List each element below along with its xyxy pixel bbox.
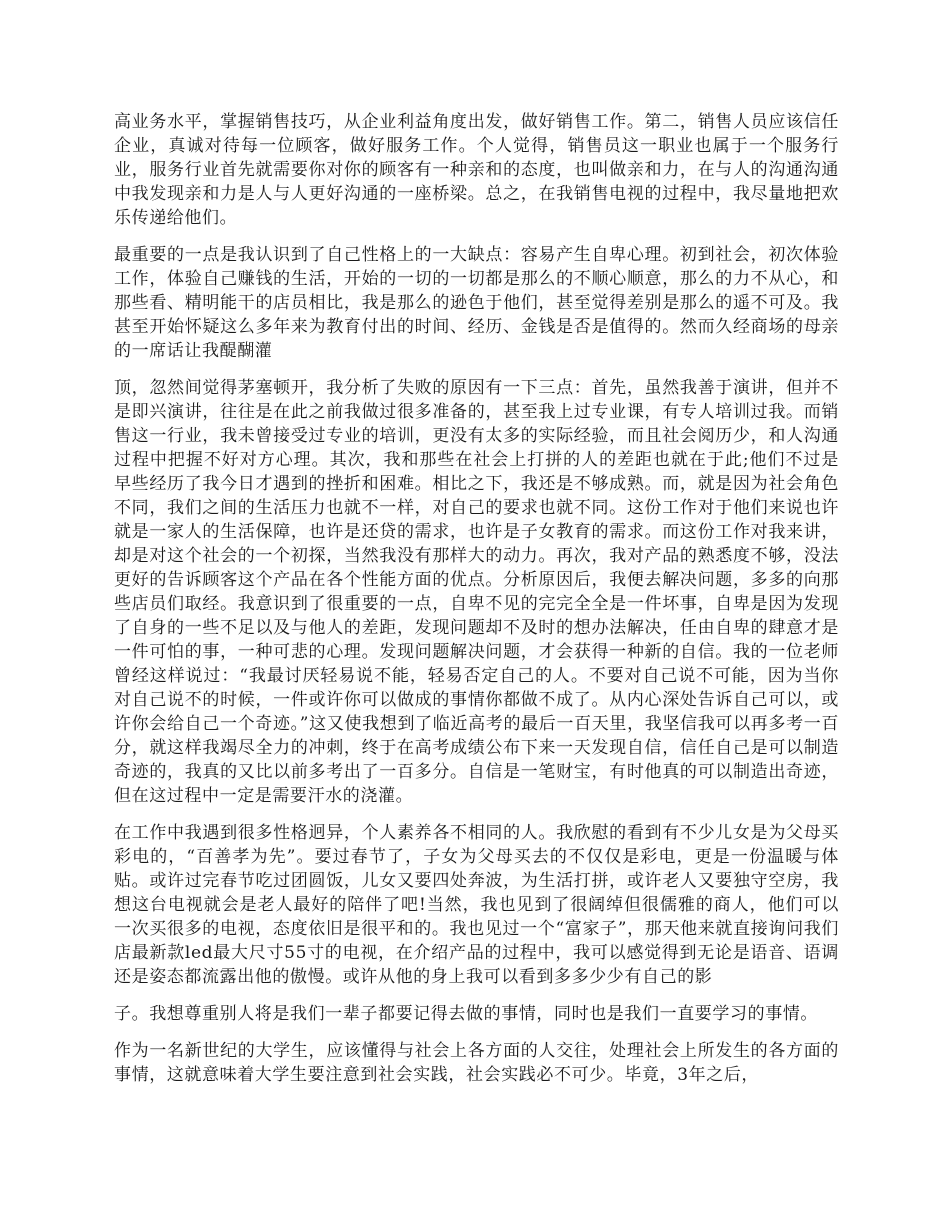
paragraph-5: 子。我想尊重别人将是我们一辈子都要记得去做的事情，同时也是我们一直要学习的事情。 [114, 1004, 818, 1024]
paragraph-6: 作为一名新世纪的大学生，应该懂得与社会上各方面的人交往，处理社会上所发生的各方面的事情，这就意味着大学生要注意到社会实践，社会实践必不可少。毕竟，3年之后， [114, 1041, 839, 1085]
document-body [114, 110, 839, 1100]
paragraph-4: 在工作中我遇到很多性格迥异，个人素养各不相同的人。我欣慰的看到有不少儿女是为父母买彩电的，“百善孝为先”。要过春节了，子女为父母买去的不仅仅是彩电，更是一份温暖与体贴。或许过完春节吃过团圆饭，儿女又要四处奔波，为生活打拼，或许老人又要独守空房，我想这台电视就会是老人最好的陪伴了吧!当然，我也见到了很阔绰但很儒雅的商人，他们可以一次买很多的电视，态度依旧是很平和的。我也见过一个“富家子”，那天他来就直接询问我们店最新款led最大尺寸55寸的电视，在介绍产品的过程中，我可以感觉得到无论是语音、语调还是姿态都流露出他的傲慢。或许从他的身上我可以看到多多少少有自己的影 [114, 823, 839, 987]
paragraph-3: 顶，忽然间觉得茅塞顿开，我分析了失败的原因有一下三点：首先，虽然我善于演讲，但并不是即兴演讲，往往是在此之前我做过很多准备的，甚至我上过专业课，有专人培训过我。而销售这一行业，我未曾接受过专业的培训，更没有太多的实际经验，而且社会阅历少，和人沟通过程中把握不好对方心理。其次，我和那些在社会上打拼的人的差距也就在于此;他们不过是早些经历了我今日才遇到的挫折和困难。相比之下，我还是不够成熟。而，就是因为社会角色不同，我们之间的生活压力也就不一样，对自己的要求也就不同。这份工作对于他们来说也许就是一家人的生活保障，也许是还贷的需求，也许是子女教育的需求。而这份工作对我来讲，却是对这个社会的一个初探，当然我没有那样大的动力。再次，我对产品的熟悉度不够，没法更好的告诉顾客这个产品在各个性能方面的优点。分析原因后，我便去解决问题，多多的向那些店员们取经。我意识到了很重要的一点，自卑不见的完完全全是一件坏事，自卑是因为发现了自身的一些不足以及与他人的差距，发现问题却不及时的想办法解决，任由自卑的肆意才是一件可怕的事，一种可悲的心理。发现问题解决问题，才会获得一种新的自信。我的一位老师曾经这样说过：“我最讨厌轻易说不能，轻易否定自己的人。不要对自己说不可能，因为当你对自己说不的时候，一件或许你可以做成的事情你都做不成了。从内心深处告诉自己可以，或许你会给自己一个奇迹。”这又使我想到了临近高考的最后一百天里，我坚信我可以再多考一百分，就这样我竭尽全力的冲刺，终于在高考成绩公布下来一天发现自信，信任自己是可以制造奇迹的，我真的又比以前多考出了一百多分。自信是一笔财宝，有时他真的可以制造出奇迹，但在这过程中一定是需要汗水的浇灌。 [114, 378, 839, 806]
paragraph-1: 高业务水平，掌握销售技巧，从企业利益角度出发，做好销售工作。第二，销售人员应该信任企业，真诚对待每一位顾客，做好服务工作。个人觉得，销售员这一职业也属于一个服务行业，服务行业首先就需要你对你的顾客有一种亲和的态度，也叫做亲和力，在与人的沟通沟通中我发现亲和力是人与人更好沟通的一座桥梁。总之，在我销售电视的过程中，我尽量地把欢乐传递给他们。 [114, 112, 839, 228]
paragraph-2: 最重要的一点是我认识到了自己性格上的一大缺点：容易产生自卑心理。初到社会，初次体验工作，体验自己赚钱的生活，开始的一切的一切都是那么的不顺心顺意，那么的力不从心，和那些看、精明能干的店员相比，我是那么的逊色于他们，甚至觉得差别是那么的遥不可及。我甚至开始怀疑这么多年来为教育付出的时间、经历、金钱是否是值得的。然而久经商场的母亲的一席话让我醍醐灌 [114, 245, 839, 361]
